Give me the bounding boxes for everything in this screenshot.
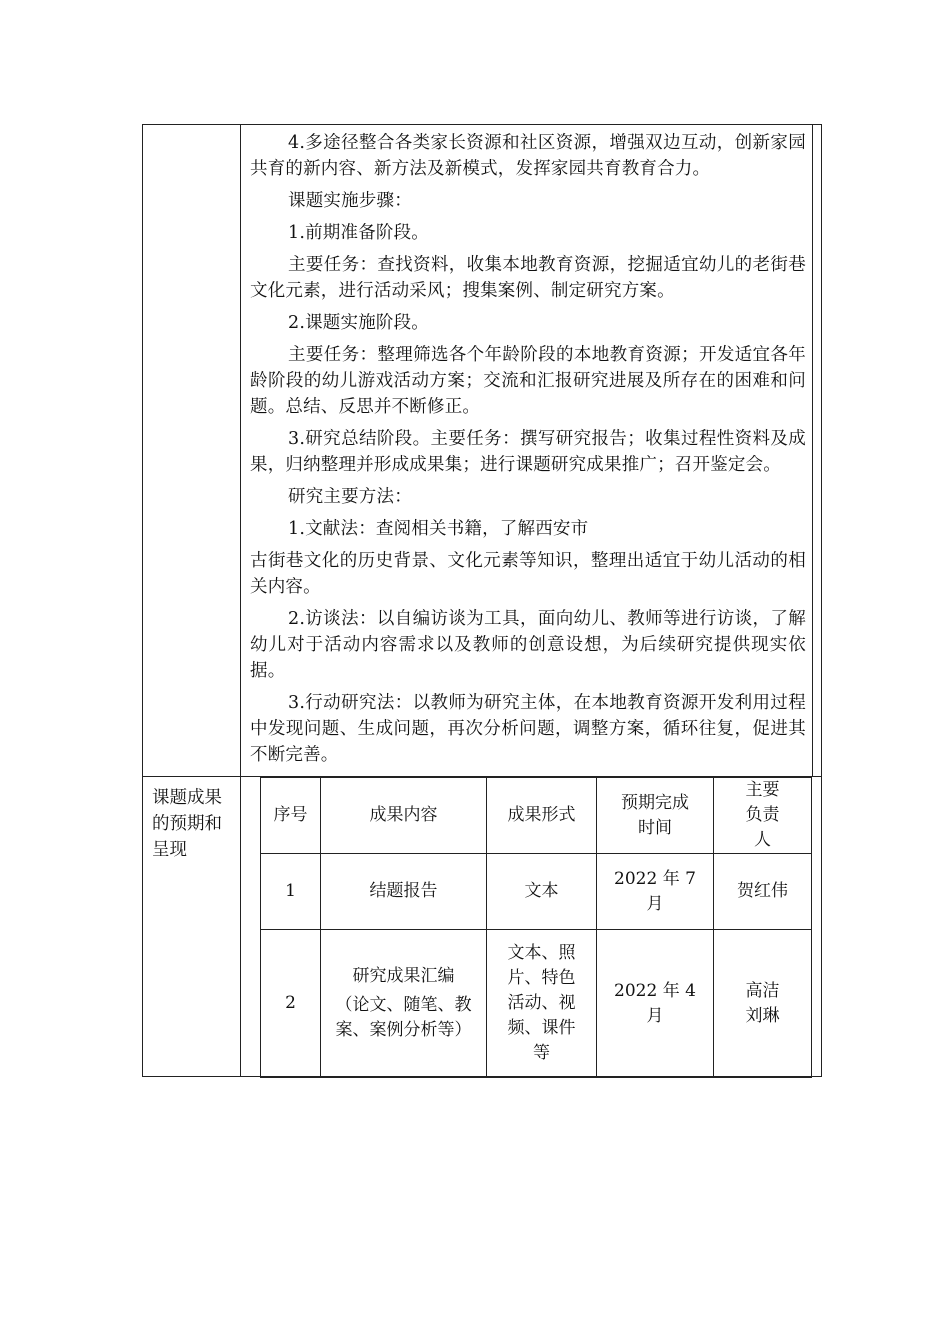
table-row bbox=[261, 854, 812, 930]
results-section-label: 课题成果的预期和呈现 bbox=[152, 788, 222, 860]
results-header-row bbox=[261, 778, 812, 854]
header-owner: 主要负责人 bbox=[714, 778, 812, 854]
row1-content: 结题报告 bbox=[321, 854, 487, 930]
header-content: 成果内容 bbox=[321, 778, 487, 854]
method3-text: 3.行动研究法：以教师为研究主体，在本地教育资源开发利用过程中发现问题、生成问题，再次分析问题，调整方案，循环往复，促进其不断完善。 bbox=[250, 693, 806, 765]
row2-content-main: 研究成果汇编 bbox=[352, 966, 455, 986]
row1-no: 1 bbox=[261, 854, 321, 930]
header-form: 成果形式 bbox=[487, 778, 597, 854]
row1-owner: 贺红伟 bbox=[714, 854, 812, 930]
row2-content-sub: （论文、随笔、教案、案例分析等） bbox=[335, 995, 472, 1040]
column-divider bbox=[240, 124, 241, 1077]
stage1-title: 1.前期准备阶段。 bbox=[288, 223, 429, 243]
stage1-task: 主要任务：查找资料，收集本地教育资源，挖掘适宜幼儿的老街巷文化元素，进行活动采风；搜集案例、制定研究方案。 bbox=[250, 255, 806, 301]
header-no: 序号 bbox=[261, 778, 321, 854]
steps-title: 课题实施步骤： bbox=[288, 191, 412, 211]
method2-text: 2.访谈法：以自编访谈为工具，面向幼儿、教师等进行访谈，了解幼儿对于活动内容需求以及教师的创意设想，为后续研究提供现实依据。 bbox=[250, 609, 806, 681]
stage2-title: 2.课题实施阶段。 bbox=[288, 313, 429, 333]
stage3-text: 3.研究总结阶段。主要任务：撰写研究报告；收集过程性资料及成果，归纳整理并形成成果集；进行课题研究成果推广；召开鉴定会。 bbox=[250, 429, 806, 475]
implementation-content bbox=[250, 130, 806, 774]
stage2-task: 主要任务：整理筛选各个年龄阶段的本地教育资源；开发适宜各年龄阶段的幼儿游戏活动方案；交流和汇报研究进展及所存在的困难和问题。总结、反思并不断修正。 bbox=[250, 345, 806, 417]
row2-no: 2 bbox=[261, 930, 321, 1078]
header-time: 预期完成时间 bbox=[597, 778, 714, 854]
methods-title: 研究主要方法： bbox=[288, 487, 412, 507]
results-table bbox=[260, 777, 812, 1078]
table-row bbox=[261, 930, 812, 1078]
row1-form: 文本 bbox=[487, 854, 597, 930]
row1-time: 2022 年 7 月 bbox=[597, 854, 714, 930]
column-divider-inner bbox=[812, 124, 813, 776]
method1-continuation: 古街巷文化的历史背景、文化元素等知识，整理出适宜于幼儿活动的相关内容。 bbox=[250, 551, 806, 597]
row2-time: 2022 年 4 月 bbox=[597, 930, 714, 1078]
paragraph-integration: 4.多途径整合各类家长资源和社区资源，增强双边互动，创新家园共育的新内容、新方法及新模式，发挥家园共育教育合力。 bbox=[250, 133, 806, 179]
method1-first-line: 1.文献法：查阅相关书籍，了解西安市 bbox=[288, 519, 589, 539]
row2-owner: 高洁 刘琳 bbox=[714, 930, 812, 1078]
row2-content bbox=[321, 930, 487, 1078]
row2-form: 文本、照片、特色活动、视频、课件等 bbox=[487, 930, 597, 1078]
